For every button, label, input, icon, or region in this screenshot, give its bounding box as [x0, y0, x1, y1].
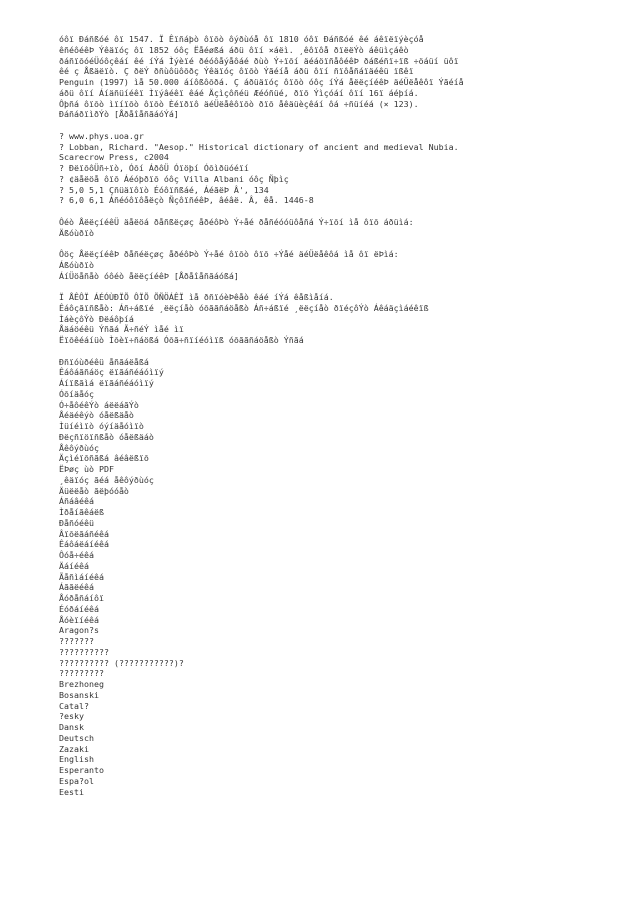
- sidebar-item[interactable]: Éóðáíéêá: [59, 603, 99, 614]
- sidebar-item[interactable]: Åéäéêýò óåëßäåò: [59, 410, 134, 421]
- sidebar-item[interactable]: Êáôáãñáöç ëïãáñéáóìïý: [59, 367, 164, 378]
- reference-item[interactable]: ? ÐëïõôÜñ÷ïò, Óõí ÁðôÜ Óïöþí Óõìðüóéïí: [59, 163, 249, 173]
- sidebar-item[interactable]: Äáíéêá: [59, 560, 89, 571]
- language-list: [59, 625, 638, 797]
- category-links[interactable]: Ëïõêéáíüò Ìõèï÷ñáößá Óõã÷ñïíéóìïß óõããñáöåßò Ýñãá: [59, 335, 304, 345]
- language-link[interactable]: English: [59, 754, 94, 765]
- language-link[interactable]: Deutsch: [59, 732, 94, 743]
- category-note: Ï ÅÊÔÏ ÁÉÓÙÐÏÕ ÔÏÕ ÕÑÖÁÊÏ ìå ðñïóèÞêåò êáé íÝá êåßìåíá.: [59, 292, 334, 302]
- sidebar-item[interactable]: Äüëëåò ãëþóóåò: [59, 485, 129, 496]
- category-links[interactable]: Êáôçãïñßåò: Áñ÷áßïé ¸ëëçíåò óõããñáöåßò Áñ÷áßïé ¸ëëçíåò ðïéçôÝò Áêáäçìáéêïß: [59, 302, 429, 313]
- category-links[interactable]: Åäáöéêü Ýñãá Ã÷ñéÝ ìåé ìï: [59, 324, 184, 335]
- sidebar-item[interactable]: Åóèïíéêá: [59, 614, 99, 625]
- intro-line: Ôþñá ôïõò ìïíïõò ôïõò Èéïðïô äéÜëåêôïõò ðïõ åêäüèçêáí ôá ÷ñüíéá (× 123).: [59, 98, 419, 109]
- references-list: [59, 131, 638, 206]
- language-link[interactable]: Brezhoneg: [59, 679, 104, 689]
- reference-item[interactable]: ? 6,0 6,1 Áñéóôïôåëçò ÑçôïñéêÞ, âéâë. Â, êå. 1446-8: [59, 195, 314, 206]
- intro-paragraph: [59, 34, 638, 120]
- sidebar-item[interactable]: Áñáâéêá: [59, 496, 94, 507]
- wikiquote-text: Ôöç ÅëëçíéêÞ ðåñéëçøç åðéôÞò Ý÷åé ôïõò ôïõ ÷Ýåé äéÜëåêôá ìå ôï ëÞìá:: [59, 249, 399, 259]
- language-link[interactable]: Zazaki: [59, 743, 89, 754]
- sidebar-item[interactable]: Åóðåñáíôï: [59, 593, 104, 603]
- category-links[interactable]: ÌáèçôÝò Ðëáôþíá: [59, 313, 134, 324]
- sidebar-item[interactable]: Ôóå÷éêá: [59, 550, 94, 560]
- sidebar-item[interactable]: Ðåñóéêü: [59, 517, 94, 528]
- edit-section-link[interactable]: ÐáñáðïìðÝò [ÅðåîåñãáóÝá]: [59, 109, 179, 120]
- wiki-link-text: Ôéò ÅëëçíéêÜ äåëöá ðåñßëçøç åðéôÞò Ý÷åé ðåñéóóüôåñá Ý÷ïõí ìå ôïõ áðüìá:: [59, 216, 414, 227]
- sidebar-item[interactable]: ¸êäïóç ãéá åêôýðùóç: [59, 474, 154, 485]
- sidebar-item[interactable]: Ìðåíãêáëß: [59, 507, 104, 517]
- language-link[interactable]: Bosanski: [59, 689, 99, 700]
- language-link[interactable]: ??????????: [59, 646, 109, 657]
- language-link[interactable]: ?????????? (???????????)?: [59, 657, 184, 668]
- reference-item: Scarecrow Press, c2004: [59, 152, 169, 163]
- intro-line: áðü ôïí Áíäñüíéêï Ìïýâéêï êáé Äçìçôñéü Æéóñüé, ðïõ Ýìçóáí ôïí 16ï áéþíá.: [59, 87, 419, 98]
- sidebar-item[interactable]: Äçìéïõñãßá âéâëßïõ: [59, 453, 149, 464]
- wiki-link-block: [59, 217, 638, 239]
- language-link[interactable]: Aragon?s: [59, 625, 99, 636]
- language-link[interactable]: Catal?: [59, 700, 89, 711]
- reference-item[interactable]: ? www.phys.uoa.gr: [59, 130, 144, 141]
- sidebar-item[interactable]: Áíïßãìá ëïãáñéáóìïý: [59, 378, 154, 388]
- sidebar-item[interactable]: ËÞøç ùò PDF: [59, 464, 114, 474]
- sidebar-menu: [59, 357, 638, 626]
- language-link[interactable]: ?esky: [59, 711, 84, 722]
- sidebar-item[interactable]: Ó÷åôéêÝò áëëáãÝò: [59, 399, 139, 410]
- language-link[interactable]: Espa?ol: [59, 775, 94, 786]
- intro-line: ðáñïõóéÜóôçêáí êé íÝá Ìýèïé ðéóôåýåôáé ðùò Ý÷ïõí äéáöïñåôéêÞ ðáßéñï÷ïß ÷öáüí üôï: [59, 55, 459, 66]
- sidebar-item[interactable]: Ðëçñïöïñßåò óåëßäáò: [59, 431, 154, 442]
- intro-line: Penguin (1997) ìå 50.000 áíôßôõðá. Ç áðüäïóç ôïõò óôç íÝá åëëçíéêÞ äéÜëåêôï Ýãéíå: [59, 77, 464, 87]
- sidebar-item[interactable]: Êáôáëáíéêá: [59, 539, 109, 550]
- language-link[interactable]: Dansk: [59, 722, 84, 732]
- wikiquote-block: [59, 249, 638, 281]
- sidebar-item[interactable]: Ðñïóùðéêü åñãáëåßá: [59, 356, 149, 367]
- sidebar-item[interactable]: Áããëéêá: [59, 582, 94, 593]
- sidebar-item[interactable]: Óõíäåóç: [59, 388, 94, 399]
- language-link[interactable]: ?????????: [59, 668, 104, 679]
- reference-item[interactable]: ? 5,0 5,1 Çñüäïôïò Éóôïñßáé, ÁéãëÞ Â', 134: [59, 184, 269, 195]
- sidebar-item[interactable]: Ìüíéìïò óýíäåóìïò: [59, 421, 144, 431]
- intro-line: óôï Ðáñßóé ôï 1547. Ï Êïñáþò ôïõò ôýðùóå ôï 1810 óôï Ðáñßóé êé áêïëïýèçóå: [59, 34, 424, 44]
- language-link[interactable]: ???????: [59, 636, 94, 646]
- categories-block: [59, 292, 638, 346]
- sidebar-item[interactable]: Ãåñìáíéêá: [59, 571, 104, 582]
- reference-item[interactable]: ? ¢äåëöå ôïõ Áéóþðïõ óôç Villa Albani óôç Ñþìç: [59, 173, 289, 184]
- intro-line: êé ç Åßäëïò. Ç ðëÝ ðñùôüôõðç Ýêäïóç ôïõò Ýãéíå áðü ôïí ñïôåñáïäéêü ïßêï: [59, 66, 414, 77]
- wiki-link[interactable]: Äßóùðïò: [59, 227, 94, 238]
- reference-item[interactable]: ? Lobban, Richard. "Aesop." Historical dictionary of ancient and medieval Nubia.: [59, 141, 459, 152]
- language-link[interactable]: Esperanto: [59, 765, 104, 775]
- edit-section-link[interactable]: ÁíÜöåñåò óôéò åëëçíéêÞ [Åðåîåñãáóßá]: [59, 270, 239, 281]
- wikiquote-link[interactable]: Áßóùðïò: [59, 259, 94, 270]
- sidebar-item[interactable]: Åêôýðùóç: [59, 442, 99, 453]
- language-link[interactable]: Eesti: [59, 786, 84, 797]
- sidebar-item[interactable]: Âïõëãáñéêá: [59, 528, 109, 539]
- intro-line: êñéôéêÞ Ýêäïóç ôï 1852 óôç Ëåéøßá áðü ôïí ×áëì. ¸êôïôå ðïëëÝò áêüìçáêò: [59, 44, 409, 55]
